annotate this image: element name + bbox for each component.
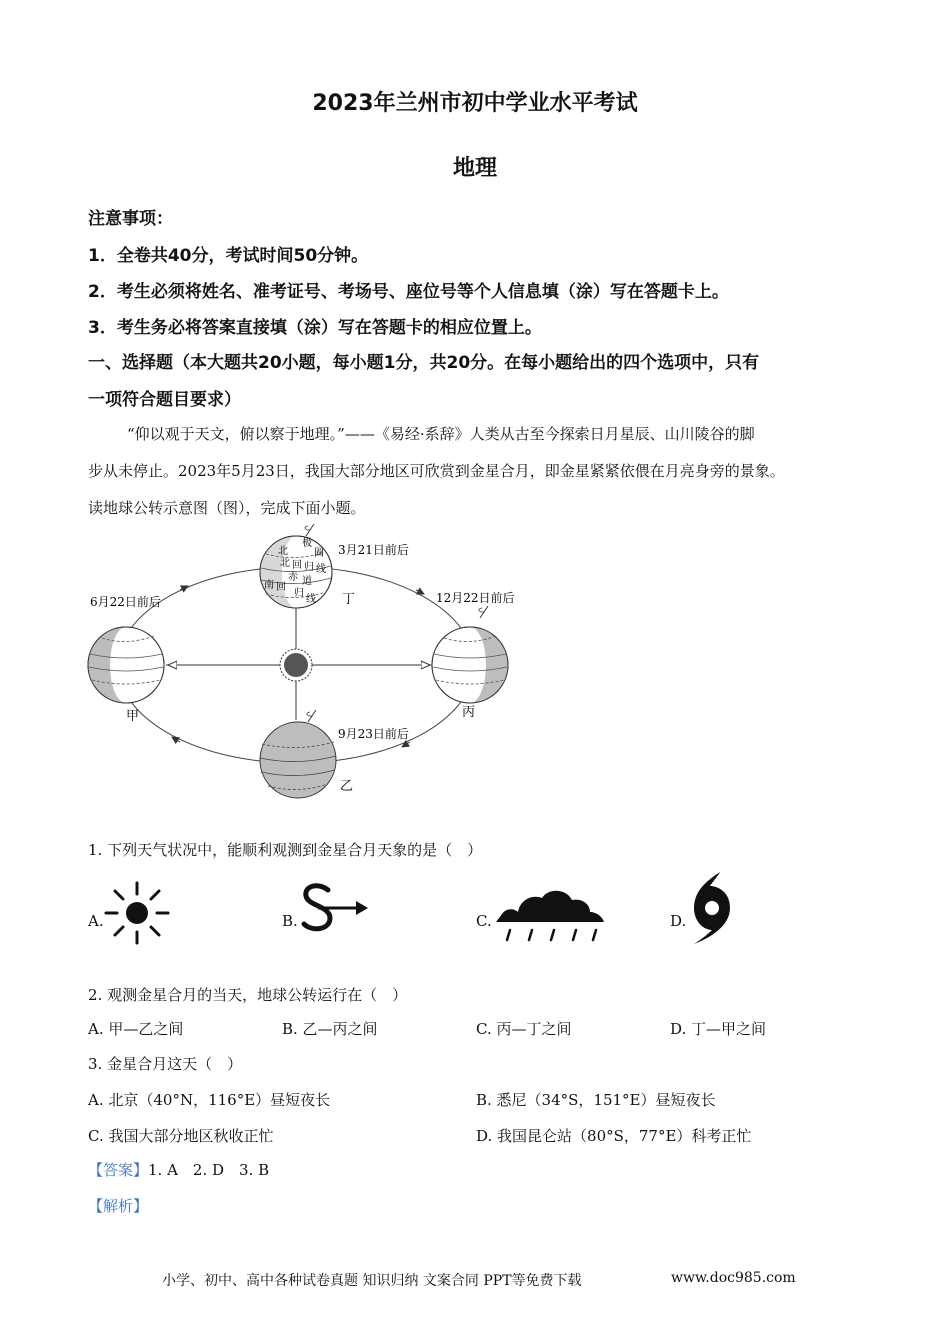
q3-option-d: D. 我国昆仑站（80°S，77°E）科考正忙	[476, 1127, 752, 1145]
notice-item: 1．全卷共40分，考试时间50分钟。	[88, 246, 369, 266]
lat-label: 北	[278, 546, 288, 557]
date-label-june: 6月22日前后	[90, 595, 161, 609]
position-label-jia: 甲	[126, 709, 140, 724]
lat-label: 回	[276, 582, 286, 593]
passage-line1: “仰以观于天文，俯以察于地理。”——《易经·系辞》人类从古至今探索日月星辰、山川陵谷的脚	[127, 425, 755, 443]
lat-label: 线	[306, 594, 316, 605]
q1-option-d-label: D.	[670, 912, 687, 930]
date-label-december: 12月22日前后	[436, 591, 515, 605]
rain-icon	[492, 884, 606, 946]
lat-label: 北	[280, 558, 290, 569]
globe-jia	[88, 627, 164, 703]
sun-icon	[280, 649, 312, 681]
earth-revolution-diagram	[80, 522, 540, 800]
date-label-september: 9月23日前后	[338, 727, 409, 741]
q1-option-c-label: C.	[476, 912, 492, 930]
answer-line	[88, 1159, 269, 1180]
notice-item: 3．考生务必将答案直接填（涂）写在答题卡的相应位置上。	[88, 318, 542, 338]
q3-option-a: A. 北京（40°N，116°E）昼短夜长	[88, 1091, 331, 1109]
lat-label: 回	[292, 560, 302, 571]
position-label-bing: 丙	[462, 705, 476, 720]
date-label-march: 3月21日前后	[338, 543, 409, 557]
exam-title: 2023年兰州市初中学业水平考试	[312, 91, 638, 116]
notice-item: 2．考生必须将姓名、准考证号、考场号、座位号等个人信息填（涂）写在答题卡上。	[88, 282, 729, 302]
lat-label: 极	[302, 538, 312, 549]
lat-label: 圈	[314, 548, 324, 559]
question-3-stem: 3. 金星合月这天（ ）	[88, 1055, 243, 1073]
analysis-tag: 【解析】	[88, 1197, 149, 1215]
lat-label: 线	[316, 564, 326, 575]
lat-label: 南	[264, 580, 274, 591]
lat-label: 赤	[288, 572, 298, 583]
footer-text: 小学、初中、高中各种试卷真题 知识归纳 文案合同 PPT等免费下载	[162, 1273, 582, 1289]
globe-yi	[260, 710, 336, 798]
subject-title: 地理	[452, 156, 497, 181]
q2-option-d: D. 丁—甲之间	[670, 1020, 767, 1038]
q1-option-b-label: B.	[282, 912, 298, 930]
passage-line2: 步从未停止。2023年5月23日，我国大部分地区可欣赏到金星合月，即金星紧紧依偎在月亮身旁的景象。	[88, 462, 785, 480]
lat-label: 归	[304, 562, 314, 573]
position-label-ding: 丁	[342, 592, 356, 607]
answer-text: 1. A 2. D 3. B	[148, 1161, 270, 1179]
footer-link[interactable]: www.doc985.com	[671, 1270, 796, 1286]
q3-option-b: B. 悉尼（34°S，151°E）昼短夜长	[476, 1091, 716, 1109]
lat-label: 归	[294, 588, 304, 599]
q3-option-c: C. 我国大部分地区秋收正忙	[88, 1127, 274, 1145]
section-heading-line2: 一项符合题目要求）	[88, 390, 241, 410]
lat-label: 道	[302, 576, 312, 587]
typhoon-icon	[686, 870, 736, 946]
q2-option-a: A. 甲—乙之间	[88, 1020, 184, 1038]
globe-ding	[260, 524, 332, 608]
section-heading-line1: 一、选择题（本大题共20小题，每小题1分，共20分。在每小题给出的四个选项中，只有	[88, 353, 760, 373]
q2-option-b: B. 乙—丙之间	[282, 1020, 378, 1038]
sunny-icon	[102, 880, 172, 946]
q2-option-c: C. 丙—丁之间	[476, 1020, 572, 1038]
question-1-stem: 1. 下列天气状况中，能顺利观测到金星合月天象的是（ ）	[88, 841, 483, 859]
q1-option-a-label: A.	[88, 912, 104, 930]
notice-heading: 注意事项：	[88, 209, 173, 229]
passage-line3: 读地球公转示意图（图），完成下面小题。	[88, 499, 366, 517]
answer-tag: 【答案】	[88, 1161, 149, 1179]
position-label-yi: 乙	[340, 779, 354, 794]
question-2-stem: 2. 观测金星合月的当天，地球公转运行在（ ）	[88, 986, 408, 1004]
globe-bing	[432, 606, 508, 703]
sandstorm-icon	[298, 880, 372, 936]
